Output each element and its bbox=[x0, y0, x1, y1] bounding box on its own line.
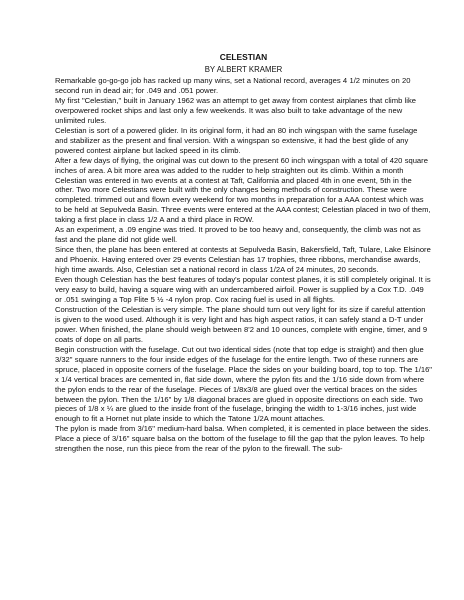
article-byline: BY ALBERT KRAMER bbox=[204, 65, 283, 74]
paragraph: My first "Celestian," built in January 1962 was an attempt to get away from contest airplanes that climb like overpowered rocket ships and last only a few weekends. It was also built to take advantage of the new unlimited rules. bbox=[55, 95, 416, 125]
paragraph: Even though Celestian has the best features of today's popular contest planes, it is still completely original. It is very easy to build, having a square wing with an undercambered airfoil. Power is supplied by a Cox T.D. .049 or .051 swinging a Top Flite 5 ½ -4 nylon prop. Cox racing fuel is used in all flights. bbox=[55, 275, 431, 304]
article-title: CELESTIAN bbox=[219, 52, 268, 62]
paragraph: Begin construction with the fuselage. Cut out two identical sides (note that top edge is straight) and then glue 3/32" square runners to the four inside edges of the fuselage for the entire length. Two of these runners are spruce, placed in opposite corners of the fuselage. Place the sides on your building board, top to top. The 1/16" x 1/4 vertical braces are cemented in, flat side down, where the pylon fits and the 1/16 side down from where the pylon ends to the rear of the fuselage. Pieces of 1/8x3/8 are glued over the vertical braces on the sides between the pylon. Then the 1/16" by 1/8 diagonal braces are glued in opposite directions on each side. Two pieces of 1/8 x ¼ are glued to the inside front of the fuselage, bringing the width to 1-3/16 inches, just wide enough to fit a Hornet nut plate inside to which the Tatone 1/2A mount attaches. bbox=[55, 344, 433, 424]
paragraph: Construction of the Celestian is very simple. The plane should turn out very light for its size if careful attention is given to the wood used. Although it is very light and has high aspect ratios, it can safely stand a D-T under power. When finished, the plane should weigh between 8'2 and 10 ounces, complete with engine, timer, and 9 coats of dope on all parts. bbox=[55, 304, 428, 344]
paragraph: The pylon is made from 3/16" medium-hard balsa. When completed, it is cemented in place between the sides. Place a piece of 3/16" square balsa on the bottom of the fuselage to fill the gap that the pylon leaves. To help strengthen the nose, run this piece from the rear of the pylon to the firewall. The sub- bbox=[55, 424, 431, 454]
paragraph: After a few days of flying, the original was cut down to the present 60 inch wingspan with a total of 420 square inches of area. A bit more area was added to the rudder to help straighten out its climb. Within a month Celestian was entered in two events at a contest at Taft, California and placed 4th in one event, 5th in the other. Two more Celestians were built with the only changes being methods of construction. These were completed. trimmed out and flown every weekend for two months in preparation for a AAA contest which was to be held at Sepulveda Basin. Three events were entered at the AAA contest; Celestian placed in two of them, taking a first place in class 1/2 A and a third place in ROW. bbox=[55, 155, 431, 225]
paragraph: Celestian is sort of a powered glider. In its original form, it had an 80 inch wingspan with the same fuselage and stabilizer as the present and final version. With a wingspan so extensive, it had the best glide of any powered contest airplane but lacked speed in its climb. bbox=[55, 125, 418, 155]
paragraph: Remarkable go-go-go job has racked up many wins, set a National record, averages 4 1/2 minutes on 20 second run in dead air; for .049 and .051 power. bbox=[55, 76, 411, 95]
paragraph: Since then, the plane has been entered at contests at Sepulveda Basin, Bakersfield, Taft, Tulare, Lake Elsinore and Phoenix. Having entered over 29 events Celestian has 17 trophies, three ribbons, merchandise awards, high time awards. Also, Celestian set a national record in class 1/2A of 24 minutes, 20 seconds. bbox=[55, 245, 431, 275]
paragraph: As an experiment, a .09 engine was tried. It proved to be too heavy and, consequently, the climb was not as fast and the plane did not glide well. bbox=[55, 225, 421, 245]
